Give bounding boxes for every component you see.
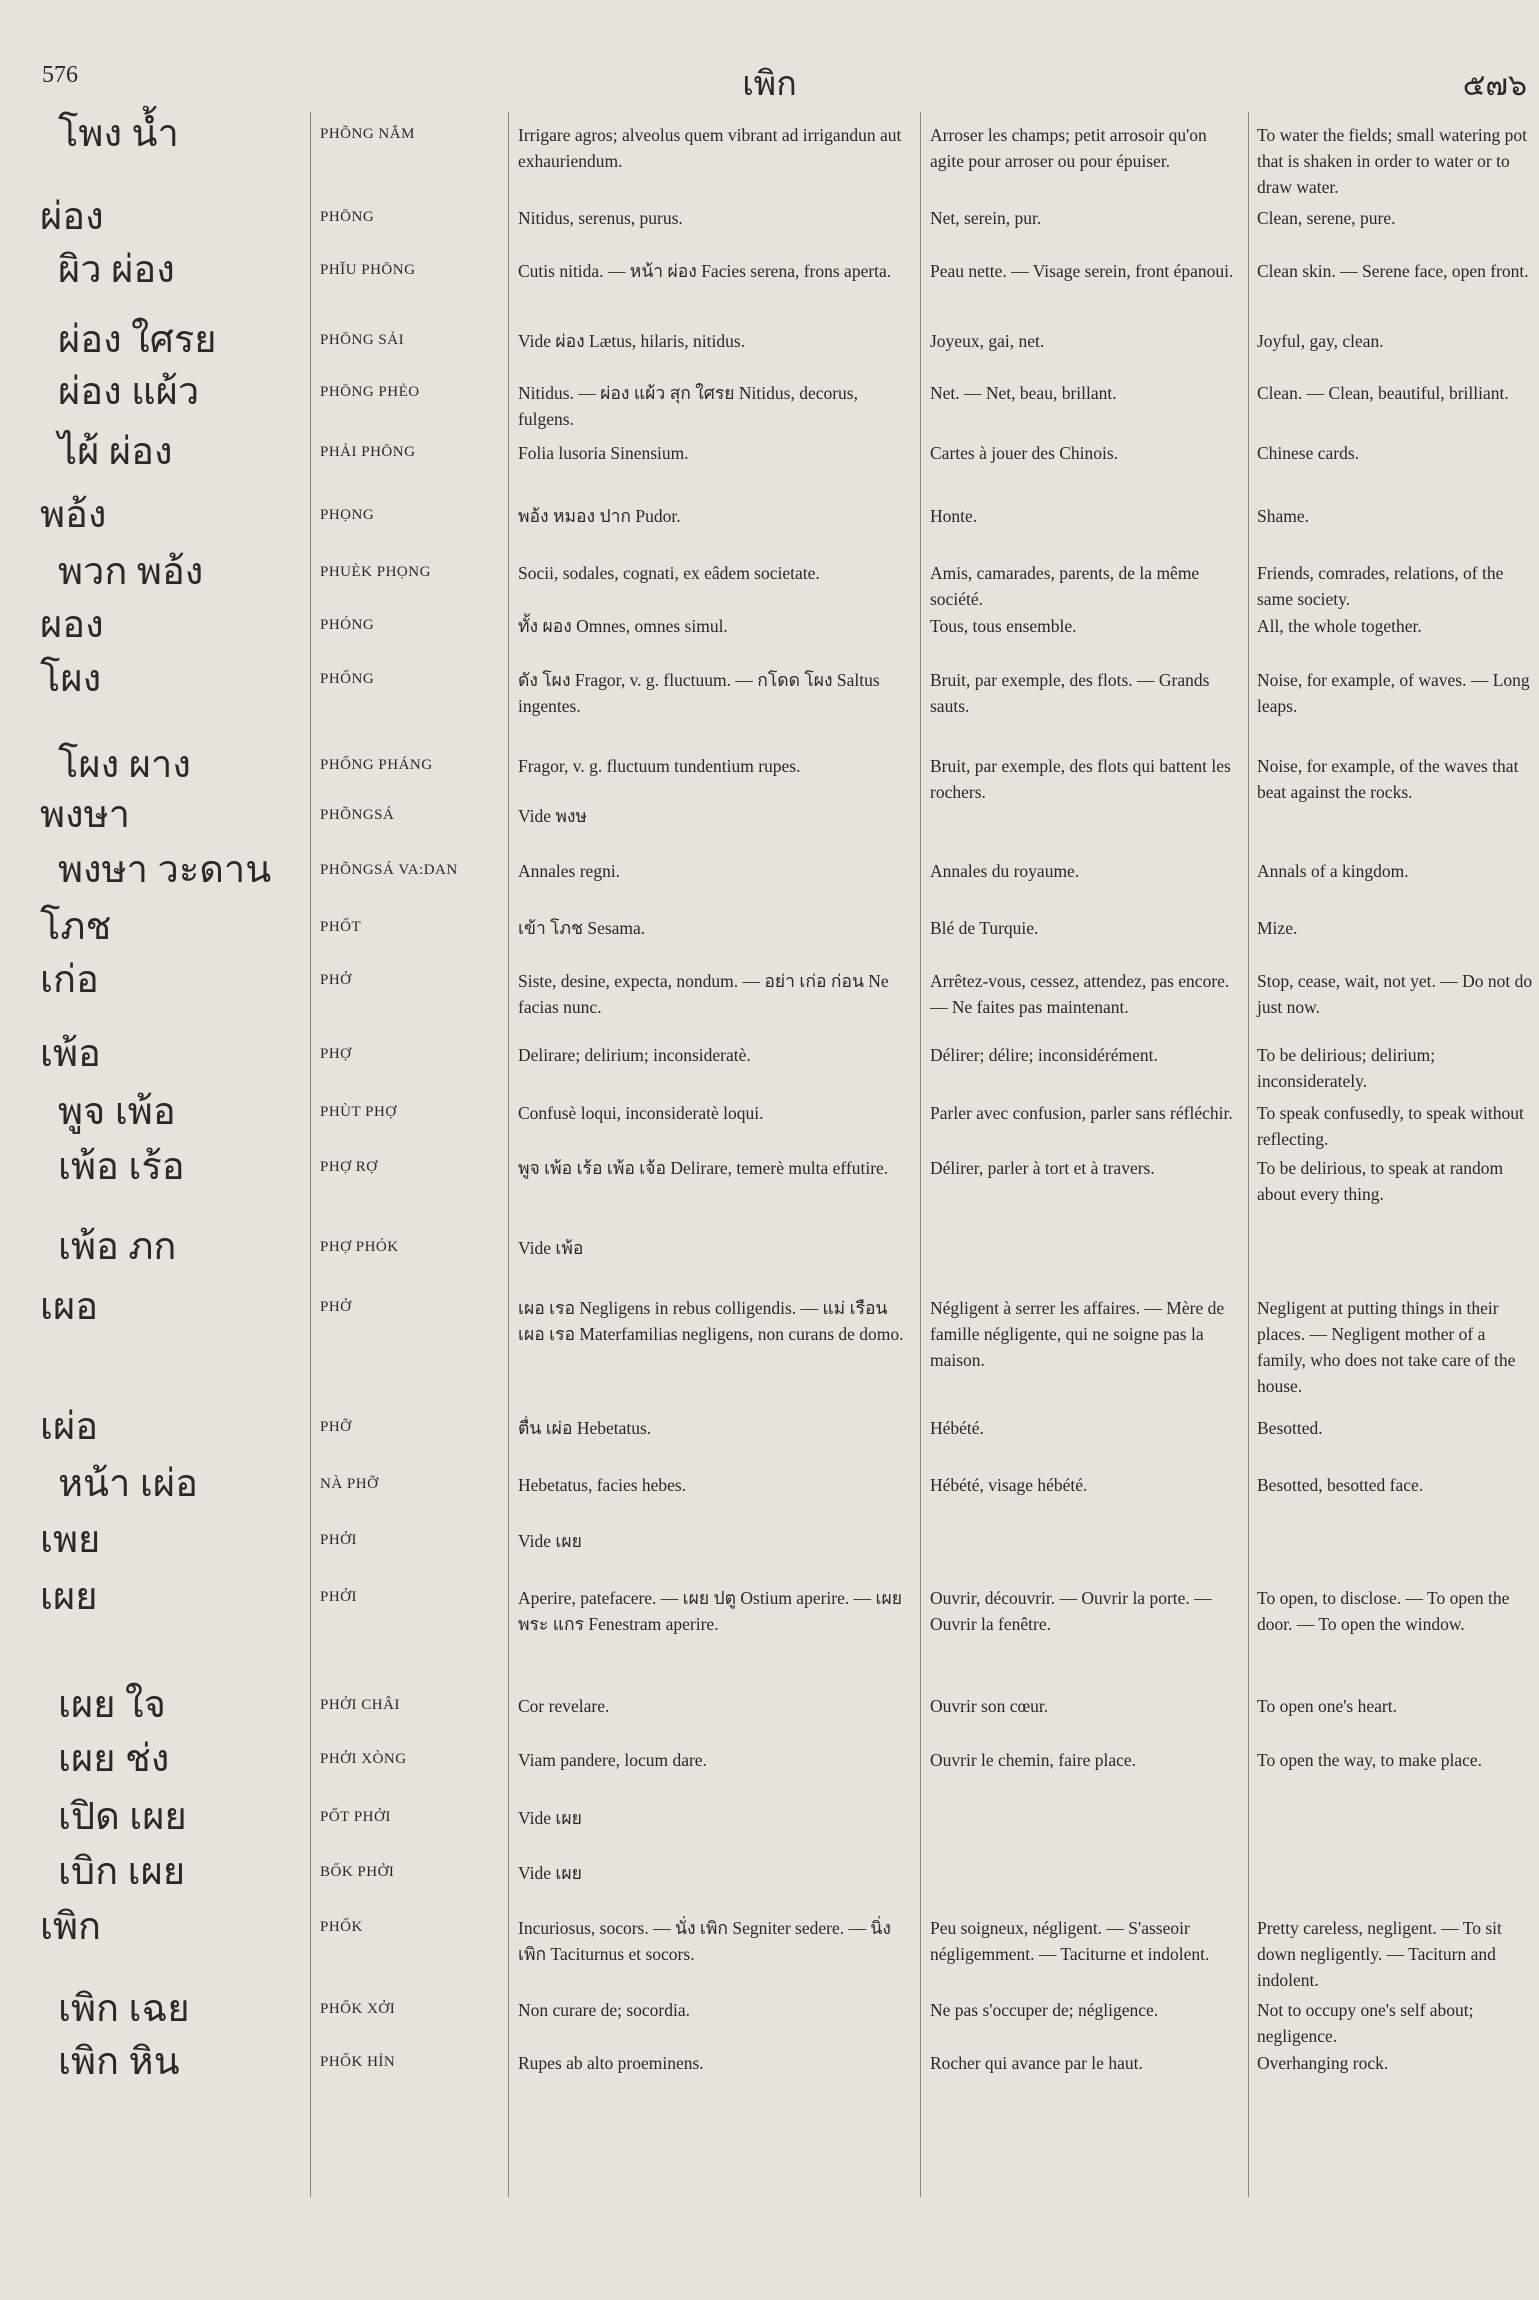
romanization: PHỞI bbox=[320, 1589, 358, 1605]
english-definition: Besotted. bbox=[1257, 1418, 1323, 1438]
headword-thai: เผย bbox=[40, 1576, 98, 1618]
romanization: PHỞI bbox=[320, 1532, 358, 1548]
english-definition: To open the way, to make place. bbox=[1257, 1750, 1483, 1770]
latin-definition: Vide เผย bbox=[518, 1531, 582, 1551]
latin-definition: Cutis nitida. — หน้า ผ่อง Facies serena, frons aperta. bbox=[518, 261, 892, 281]
english-definition: To water the fields; small watering pot that is shaken in order to water or to draw water. bbox=[1257, 125, 1527, 197]
romanization: PHỐK XỞI bbox=[320, 2001, 396, 2017]
french-definition bbox=[930, 1795, 1240, 1805]
latin-definition: Vide พงษ bbox=[518, 806, 587, 826]
romanization: PHÕNG NẮM bbox=[320, 126, 415, 142]
english-definition: Chinese cards. bbox=[1257, 443, 1360, 463]
romanization: PHẢI PHŌNG bbox=[320, 444, 416, 460]
running-title: เพิก bbox=[742, 66, 797, 103]
headword-thai: พงษา วะดาน bbox=[58, 849, 272, 891]
english-definition: To open, to disclose. — To open the door. — To open the window. bbox=[1257, 1588, 1510, 1634]
latin-definition: Rupes ab alto proeminens. bbox=[518, 2053, 704, 2073]
french-definition bbox=[930, 793, 1240, 803]
headword-thai: โภช bbox=[40, 906, 112, 948]
french-definition: Tous, tous ensemble. bbox=[930, 616, 1077, 636]
latin-definition: Irrigare agros; alveolus quem vibrant ad irrigandun aut exhauriendum. bbox=[518, 125, 902, 171]
french-definition: Arroser les champs; petit arrosoir qu'on agite pour arroser ou pour épuiser. bbox=[930, 125, 1207, 171]
headword-thai: โผง bbox=[40, 658, 102, 700]
headword-thai: โพง น้ำ bbox=[58, 113, 179, 155]
romanization: PHỢ PHÓK bbox=[320, 1239, 399, 1255]
french-definition: Ouvrir, découvrir. — Ouvrir la porte. — Ouvrir la fenêtre. bbox=[930, 1588, 1212, 1634]
english-definition: Overhanging rock. bbox=[1257, 2053, 1389, 2073]
english-definition bbox=[1257, 1795, 1537, 1805]
french-definition: Rocher qui avance par le haut. bbox=[930, 2053, 1143, 2073]
latin-definition: Vide เผย bbox=[518, 1808, 582, 1828]
latin-definition: พูจ เพ้อ เร้อ เพ้อ เจ้อ Delirare, temerè multa effutire. bbox=[518, 1158, 889, 1178]
french-definition: Blé de Turquie. bbox=[930, 918, 1039, 938]
french-definition: Bruit, par exemple, des flots. — Grands sauts. bbox=[930, 670, 1210, 716]
french-definition: Cartes à jouer des Chinois. bbox=[930, 443, 1119, 463]
english-definition: Joyful, gay, clean. bbox=[1257, 331, 1384, 351]
french-definition: Ouvrir son cœur. bbox=[930, 1696, 1049, 1716]
headword-thai: ผิว ผ่อง bbox=[58, 249, 175, 291]
french-definition bbox=[930, 1850, 1240, 1860]
english-definition: To open one's heart. bbox=[1257, 1696, 1397, 1716]
page-number-left: 576 bbox=[42, 62, 78, 88]
french-definition: Arrêtez-vous, cessez, attendez, pas encore. — Ne faites pas maintenant. bbox=[930, 971, 1230, 1017]
french-definition: Parler avec confusion, parler sans réfléchir. bbox=[930, 1103, 1233, 1123]
english-definition: Besotted, besotted face. bbox=[1257, 1475, 1424, 1495]
headword-thai: เผ่อ bbox=[40, 1406, 99, 1448]
french-definition bbox=[930, 1225, 1240, 1235]
romanization: PHŌNG PHẺO bbox=[320, 384, 420, 400]
english-definition bbox=[1257, 1518, 1537, 1528]
romanization: PHỠ bbox=[320, 1419, 352, 1435]
romanization: PHỞI CHÂI bbox=[320, 1697, 400, 1713]
headword-thai: เพ้อ bbox=[40, 1033, 101, 1075]
headword-thai: หน้า เผ่อ bbox=[58, 1463, 198, 1505]
page-number-right: ๕๗๖ bbox=[1462, 69, 1527, 102]
romanization: PHŌNG bbox=[320, 209, 375, 225]
romanization: PỐT PHỞI bbox=[320, 1809, 391, 1825]
english-definition: Not to occupy one's self about; negligence. bbox=[1257, 2000, 1474, 2046]
french-definition: Honte. bbox=[930, 506, 978, 526]
latin-definition: Nitidus. — ผ่อง แผ้ว สุก ใศรย Nitidus, decorus, fulgens. bbox=[518, 383, 858, 429]
romanization: NÀ PHỠ bbox=[320, 1476, 379, 1492]
latin-definition: Cor revelare. bbox=[518, 1696, 610, 1716]
english-definition: All, the whole together. bbox=[1257, 616, 1422, 636]
headword-thai: เบิก เผย bbox=[58, 1851, 186, 1893]
latin-definition: ทั้ง ผอง Omnes, omnes simul. bbox=[518, 616, 728, 636]
romanization: PHỌNG bbox=[320, 507, 375, 523]
headword-thai: ผ่อง bbox=[40, 196, 104, 238]
french-definition: Négligent à serrer les affaires. — Mère de famille négligente, qui ne soigne pas la maison. bbox=[930, 1298, 1225, 1370]
french-definition: Hébété, visage hébété. bbox=[930, 1475, 1088, 1495]
english-definition: Annals of a kingdom. bbox=[1257, 861, 1409, 881]
french-definition: Annales du royaume. bbox=[930, 861, 1080, 881]
french-definition: Ouvrir le chemin, faire place. bbox=[930, 1750, 1137, 1770]
headword-thai: เพิก หิน bbox=[58, 2041, 180, 2083]
romanization: PHỞ bbox=[320, 1299, 352, 1315]
headword-thai: พงษา bbox=[40, 794, 130, 836]
romanization: PHŌNG SẢI bbox=[320, 332, 405, 348]
english-definition: Clean, serene, pure. bbox=[1257, 208, 1396, 228]
romanization: PHỐT bbox=[320, 919, 362, 935]
latin-definition: Incuriosus, socors. — นั่ง เพิก Segniter sedere. — นิ่ง เพิก Taciturnus et socors. bbox=[518, 1918, 891, 1964]
english-definition: To be delirious; delirium; inconsiderately. bbox=[1257, 1045, 1436, 1091]
latin-definition: Delirare; delirium; inconsideratè. bbox=[518, 1045, 751, 1065]
french-definition: Délirer; délire; inconsidérément. bbox=[930, 1045, 1158, 1065]
column-divider bbox=[1248, 112, 1249, 2197]
latin-definition: ตื่น เผ่อ Hebetatus. bbox=[518, 1418, 652, 1438]
romanization: PHỐNG PHÁNG bbox=[320, 757, 433, 773]
headword-thai: เพิก เฉย bbox=[58, 1988, 190, 2030]
french-definition: Amis, camarades, parents, de la même société. bbox=[930, 563, 1200, 609]
english-definition: Clean. — Clean, beautiful, brilliant. bbox=[1257, 383, 1509, 403]
latin-definition: Viam pandere, locum dare. bbox=[518, 1750, 707, 1770]
romanization: PHÕNGSÁ bbox=[320, 807, 395, 823]
english-definition bbox=[1257, 1225, 1537, 1235]
english-definition: Negligent at putting things in their places. — Negligent mother of a family, who does not take care of the house. bbox=[1257, 1298, 1516, 1396]
english-definition bbox=[1257, 793, 1537, 803]
headword-thai: เพ้อ เร้อ bbox=[58, 1146, 185, 1188]
latin-definition: Socii, sodales, cognati, ex eâdem societate. bbox=[518, 563, 820, 583]
english-definition: Pretty careless, negligent. — To sit down negligently. — Taciturn and indolent. bbox=[1257, 1918, 1502, 1990]
latin-definition: Fragor, v. g. fluctuum tundentium rupes. bbox=[518, 756, 801, 776]
french-definition: Délirer, parler à tort et à travers. bbox=[930, 1158, 1155, 1178]
headword-thai: ไผ้ ผ่อง bbox=[58, 431, 173, 473]
latin-definition: Hebetatus, facies hebes. bbox=[518, 1475, 687, 1495]
headword-thai: เผย ช่ง bbox=[58, 1738, 170, 1780]
headword-thai: ผอง bbox=[40, 604, 104, 646]
latin-definition: Vide ผ่อง Lætus, hilaris, nitidus. bbox=[518, 331, 746, 351]
french-definition: Bruit, par exemple, des flots qui battent les rochers. bbox=[930, 756, 1231, 802]
romanization: PHÕNGSÁ VA:DAN bbox=[320, 862, 458, 878]
headword-thai: เก่อ bbox=[40, 959, 99, 1001]
romanization: PHỢ RỢ bbox=[320, 1159, 378, 1175]
romanization: PHỐK HỈN bbox=[320, 2054, 396, 2070]
romanization: PHǏU PHŌNG bbox=[320, 262, 416, 278]
romanization: PHỞI XÒNG bbox=[320, 1751, 407, 1767]
latin-definition: Nitidus, serenus, purus. bbox=[518, 208, 683, 228]
french-definition: Net. — Net, beau, brillant. bbox=[930, 383, 1117, 403]
latin-definition: Vide เผย bbox=[518, 1863, 582, 1883]
english-definition: To speak confusedly, to speak without reflecting. bbox=[1257, 1103, 1524, 1149]
french-definition bbox=[930, 1518, 1240, 1528]
latin-definition: เผอ เรอ Negligens in rebus colligendis. — แม่ เรือน เผอ เรอ Materfamilias negligens, non curans de domo. bbox=[518, 1298, 904, 1344]
french-definition: Hébété. bbox=[930, 1418, 984, 1438]
romanization: PHỞ bbox=[320, 972, 352, 988]
romanization: PHÙT PHỢ bbox=[320, 1104, 397, 1120]
latin-definition: Vide เพ้อ bbox=[518, 1238, 584, 1258]
french-definition: Peu soigneux, négligent. — S'asseoir négligemment. — Taciturne et indolent. bbox=[930, 1918, 1210, 1964]
romanization: PHỐK bbox=[320, 1919, 363, 1935]
english-definition: Shame. bbox=[1257, 506, 1310, 526]
headword-thai: ผ่อง ใศรย bbox=[58, 319, 217, 361]
english-definition: To be delirious, to speak at random about every thing. bbox=[1257, 1158, 1504, 1204]
latin-definition: Siste, desine, expecta, nondum. — อย่า เก่อ ก่อน Ne facias nunc. bbox=[518, 971, 889, 1017]
headword-thai: เปิด เผย bbox=[58, 1796, 187, 1838]
latin-definition: Annales regni. bbox=[518, 861, 621, 881]
english-definition: Noise, for example, of the waves that beat against the rocks. bbox=[1257, 756, 1519, 802]
english-definition: Noise, for example, of waves. — Long leaps. bbox=[1257, 670, 1530, 716]
headword-thai: เผอ bbox=[40, 1286, 99, 1328]
latin-definition: ดัง โผง Fragor, v. g. fluctuum. — กโดด โผง Saltus ingentes. bbox=[518, 670, 880, 716]
romanization: BỐK PHỞI bbox=[320, 1864, 395, 1880]
english-definition: Mize. bbox=[1257, 918, 1298, 938]
column-divider bbox=[508, 112, 509, 2197]
column-divider bbox=[310, 112, 311, 2197]
english-definition: Stop, cease, wait, not yet. — Do not do just now. bbox=[1257, 971, 1533, 1017]
romanization: PHỐNG bbox=[320, 671, 375, 687]
romanization: PHÓNG bbox=[320, 617, 375, 633]
headword-thai: พูจ เพ้อ bbox=[58, 1091, 176, 1133]
latin-definition: Confusè loqui, inconsideratè loqui. bbox=[518, 1103, 764, 1123]
english-definition: Clean skin. — Serene face, open front. bbox=[1257, 261, 1529, 281]
english-definition bbox=[1257, 1850, 1537, 1860]
french-definition: Net, serein, pur. bbox=[930, 208, 1042, 228]
french-definition: Ne pas s'occuper de; négligence. bbox=[930, 2000, 1159, 2020]
latin-definition: Aperire, patefacere. — เผย ปตู Ostium aperire. — เผย พระ แกร Fenestram aperire. bbox=[518, 1588, 902, 1634]
french-definition: Joyeux, gai, net. bbox=[930, 331, 1045, 351]
headword-thai: โผง ผาง bbox=[58, 744, 191, 786]
latin-definition: เข้า โภช Sesama. bbox=[518, 918, 646, 938]
column-divider bbox=[920, 112, 921, 2197]
headword-thai: เผย ใจ bbox=[58, 1684, 166, 1726]
headword-thai: พอ้ง bbox=[40, 494, 107, 536]
french-definition: Peau nette. — Visage serein, front épanoui. bbox=[930, 261, 1234, 281]
latin-definition: Non curare de; socordia. bbox=[518, 2000, 691, 2020]
headword-thai: เพย bbox=[40, 1519, 101, 1561]
headword-thai: เพ้อ ภก bbox=[58, 1226, 177, 1268]
romanization: PHUÈK PHỌNG bbox=[320, 564, 431, 580]
english-definition: Friends, comrades, relations, of the same society. bbox=[1257, 563, 1504, 609]
headword-thai: เพิก bbox=[40, 1906, 102, 1948]
latin-definition: พอ้ง หมอง ปาก Pudor. bbox=[518, 506, 681, 526]
romanization: PHỢ bbox=[320, 1046, 352, 1062]
headword-thai: ผ่อง แผ้ว bbox=[58, 371, 200, 413]
headword-thai: พวก พอ้ง bbox=[58, 551, 204, 593]
latin-definition: Folia lusoria Sinensium. bbox=[518, 443, 689, 463]
